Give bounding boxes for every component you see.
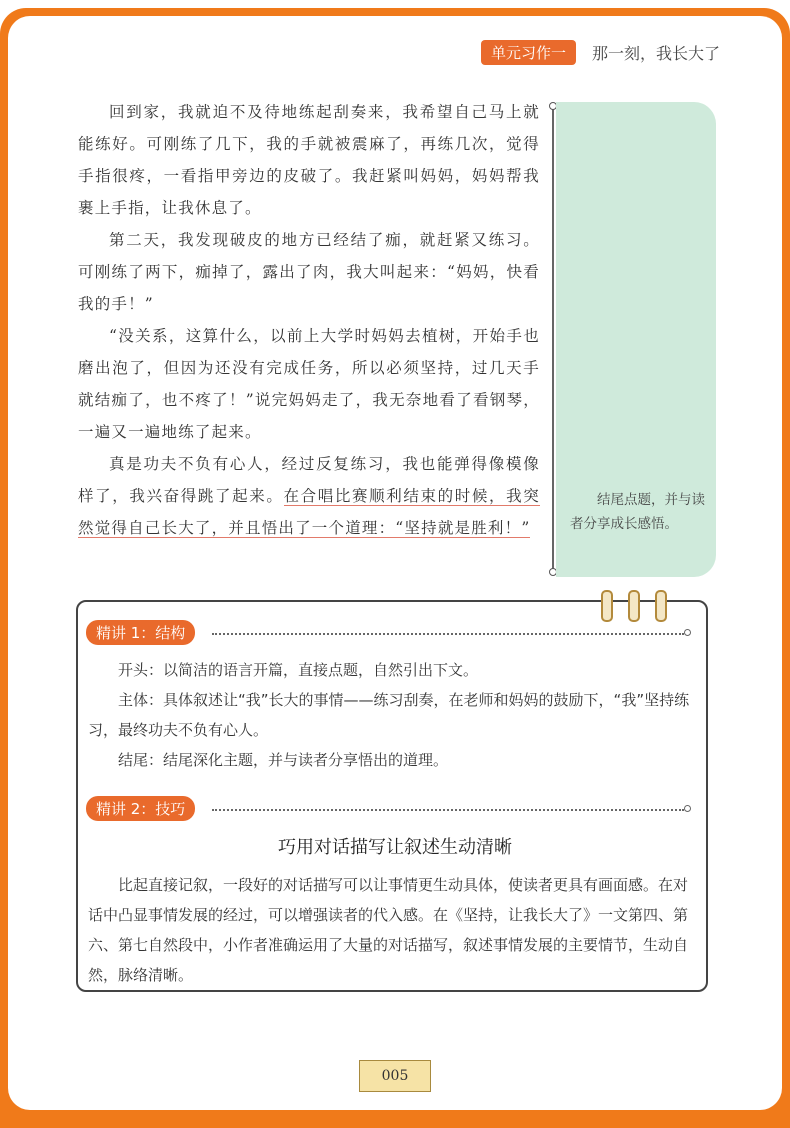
story-paragraph-2: 第二天，我发现破皮的地方已经结了痂，就赶紧又练习。可刚练了两下，痂掉了，露出了肉，我大叫起来：“妈妈，快看我的手！” [78,231,540,313]
section1-divider [212,633,684,635]
section1-label: 精讲 1：结构 [86,620,195,645]
story-text [78,96,540,544]
story-paragraph-1: 回到家，我就迫不及待地练起刮奏来，我希望自己马上就能练好。可刚练了几下，我的手就被震麻了，再练几次，觉得手指很疼，一看指甲旁边的皮破了。我赶紧叫妈妈，妈妈帮我裹上手指，让我休息了。 [78,103,540,217]
annotation-bracket [551,102,555,576]
story-highlight: 在合唱比赛顺利结束的时候，我突然觉得自己长大了，并且悟出了一个道理：“坚持就是胜利！” [78,487,540,537]
binder-ring-icon [601,590,613,622]
bracket-line [552,106,554,572]
section1-ending: 结尾：结尾深化主题，并与读者分享悟出的道理。 [118,751,449,769]
story-paragraph-4-plain: 真是功夫不负有心人，经过反复练习，我也能弹得像模像样了，我兴奋得跳了起来。 [78,455,540,505]
section2-divider [212,809,684,811]
binder-ring-icon [655,590,667,622]
page-number: 005 [359,1060,431,1092]
section2-text: 比起直接记叙，一段好的对话描写可以让事情更生动具体，使读者更具有画面感。在对话中凸显事情发展的经过，可以增强读者的代入感。在《坚持，让我长大了》一文第四、第六、第七自然段中，小作者准确运用了大量的对话描写，叙述事情发展的主要情节，生动自然，脉络清晰。 [88,876,689,984]
unit-tag: 单元习作一 [481,40,576,65]
unit-header [481,40,720,65]
section1-body: 主体：具体叙述让“我”长大的事情——练习刮奏，在老师和妈妈的鼓励下，“我”坚持练习，最终功夫不负有心人。 [88,691,690,739]
section1-opening: 开头：以简洁的语言开篇，直接点题，自然引出下文。 [118,661,479,679]
binder-ring-icon [628,590,640,622]
section1-divider-end [684,629,691,636]
story-paragraph-3: “没关系，这算什么，以前上大学时妈妈去植树，开始手也磨出泡了，但因为还没有完成任务，所以必须坚持，过几天手就结痂了，也不疼了！”说完妈妈走了，我无奈地看了看钢琴，一遍又一遍地练了起来。 [78,327,540,441]
unit-title: 那一刻，我长大了 [591,44,720,63]
story-paragraph-4 [78,448,540,544]
section2-heading: 巧用对话描写让叙述生动清晰 [278,837,512,858]
section2-label: 精讲 2：技巧 [86,796,195,821]
section2-divider-end [684,805,691,812]
side-note-text: 结尾点题，并与读者分享成长感悟。 [570,492,705,532]
